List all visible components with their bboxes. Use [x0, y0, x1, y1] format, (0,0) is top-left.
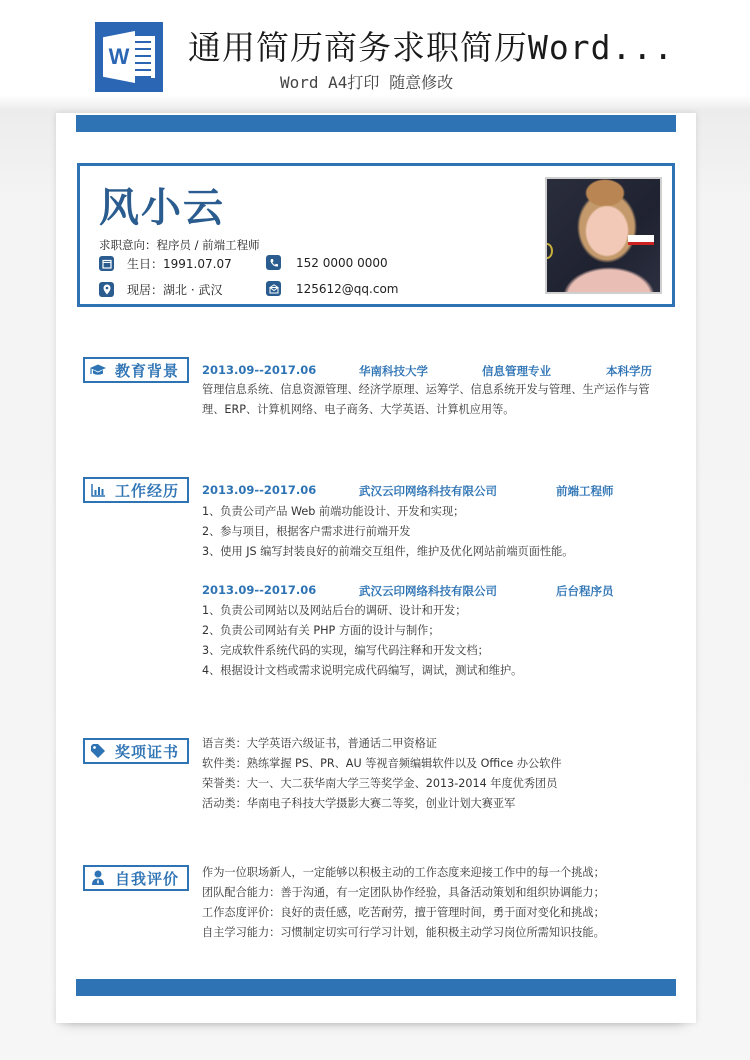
job-company: 武汉云印网络科技有限公司: [359, 484, 497, 498]
award-item: 荣誉类：大一、大二获华南大学三等奖学金、2013-2014 年度优秀团员: [202, 777, 558, 790]
phone-icon: [266, 255, 281, 270]
section-label-self-eval: [83, 865, 189, 891]
residence-text: 现居：湖北 · 武汉: [127, 283, 223, 297]
residence-info: [99, 281, 222, 298]
job-duty: 3、使用 JS 编写封装良好的前端交互组件，维护及优化网站前端页面性能。: [202, 545, 574, 558]
education-header-row: [202, 363, 662, 379]
award-item: 软件类：熟练掌握 PS、PR、AU 等视音频编辑软件以及 Office 办公软件: [202, 757, 562, 770]
section-label-education: [83, 357, 189, 383]
bottom-accent-bar: [76, 979, 676, 996]
phone-info: [266, 255, 388, 270]
education-school: 华南科技大学: [359, 364, 428, 378]
job-duty: 2、负责公司网站有关 PHP 方面的设计与制作；: [202, 624, 440, 637]
section-title-education: 教育背景: [115, 361, 180, 380]
section-title-self-eval: 自我评价: [115, 869, 180, 888]
candidate-name: 风小云: [99, 185, 225, 231]
job-header-row: [202, 583, 662, 599]
award-item: 活动类：华南电子科技大学摄影大赛二等奖，创业计划大赛亚军: [202, 797, 516, 810]
mail-icon: [266, 281, 281, 296]
photo-background-sign: [628, 235, 654, 245]
person-icon: [89, 870, 107, 886]
profile-photo: [545, 177, 662, 294]
section-title-work: 工作经历: [115, 481, 180, 500]
job-title: 后台程序员: [556, 584, 614, 598]
education-major: 信息管理专业: [482, 364, 551, 378]
self-eval-item: 工作态度评价：良好的责任感，吃苦耐劳，擅于管理时间，勇于面对变化和挑战；: [202, 906, 605, 919]
job-company: 武汉云印网络科技有限公司: [359, 584, 497, 598]
section-label-awards: [83, 738, 189, 764]
tag-icon: [89, 743, 107, 759]
education-courses: 管理信息系统、信息资源管理、经济学原理、运筹学、信息系统开发与管理、生产运作与管理、ERP、计算机网络、电子商务、大学英语、计算机应用等。: [202, 383, 650, 416]
job-duty: 1、负责公司网站以及网站后台的调研、设计和开发；: [202, 604, 467, 617]
self-eval-item: 作为一位职场新人，一定能够以积极主动的工作态度来迎接工作中的每一个挑战；: [202, 866, 605, 879]
section-title-awards: 奖项证书: [115, 742, 180, 761]
banner-title: 通用简历商务求职简历Word...: [188, 28, 675, 67]
self-eval-item: 团队配合能力：善于沟通，有一定团队协作经验，具备活动策划和组织协调能力；: [202, 886, 605, 899]
word-letter: W: [108, 44, 130, 69]
photo-background-letter: [545, 243, 553, 259]
job-duty: 4、根据设计文档或需求说明完成代码编写，调试，测试和维护。: [202, 664, 523, 677]
job-duty: 1、负责公司产品 Web 前端功能设计、开发和实现；: [202, 505, 465, 518]
education-degree: 本科学历: [606, 364, 652, 378]
self-eval-item: 自主学习能力：习惯制定切实可行学习计划，能积极主动学习岗位所需知识技能。: [202, 926, 605, 939]
profile-header: [77, 163, 675, 307]
job-duty: 2、参与项目，根据客户需求进行前端开发: [202, 525, 411, 538]
job-intent: 求职意向：程序员 / 前端工程师: [99, 238, 260, 252]
job-period: 2013.09--2017.06: [202, 583, 317, 597]
birthday-info: [99, 255, 232, 272]
banner-subtitle: Word A4打印 随意修改: [280, 73, 454, 92]
job-header-row: [202, 483, 662, 499]
graduation-cap-icon: [89, 362, 107, 378]
email-info: [266, 281, 399, 296]
bar-chart-icon: [89, 482, 107, 498]
banner: [0, 0, 750, 105]
email-text: 125612@qq.com: [296, 281, 399, 296]
award-item: 语言类：大学英语六级证书，普通话二甲资格证: [202, 737, 437, 750]
resume-page: [56, 113, 696, 1023]
calendar-icon: [99, 256, 114, 271]
job-duty: 3、完成软件系统代码的实现，编写代码注释和开发文档；: [202, 644, 489, 657]
section-label-work: [83, 477, 189, 503]
birthday-text: 生日：1991.07.07: [127, 257, 232, 271]
job-period: 2013.09--2017.06: [202, 483, 317, 497]
word-icon: [95, 22, 163, 92]
location-pin-icon: [99, 282, 114, 297]
phone-text: 152 0000 0000: [296, 255, 388, 270]
job-title: 前端工程师: [556, 484, 614, 498]
top-accent-bar: [76, 115, 676, 132]
education-period: 2013.09--2017.06: [202, 363, 317, 377]
